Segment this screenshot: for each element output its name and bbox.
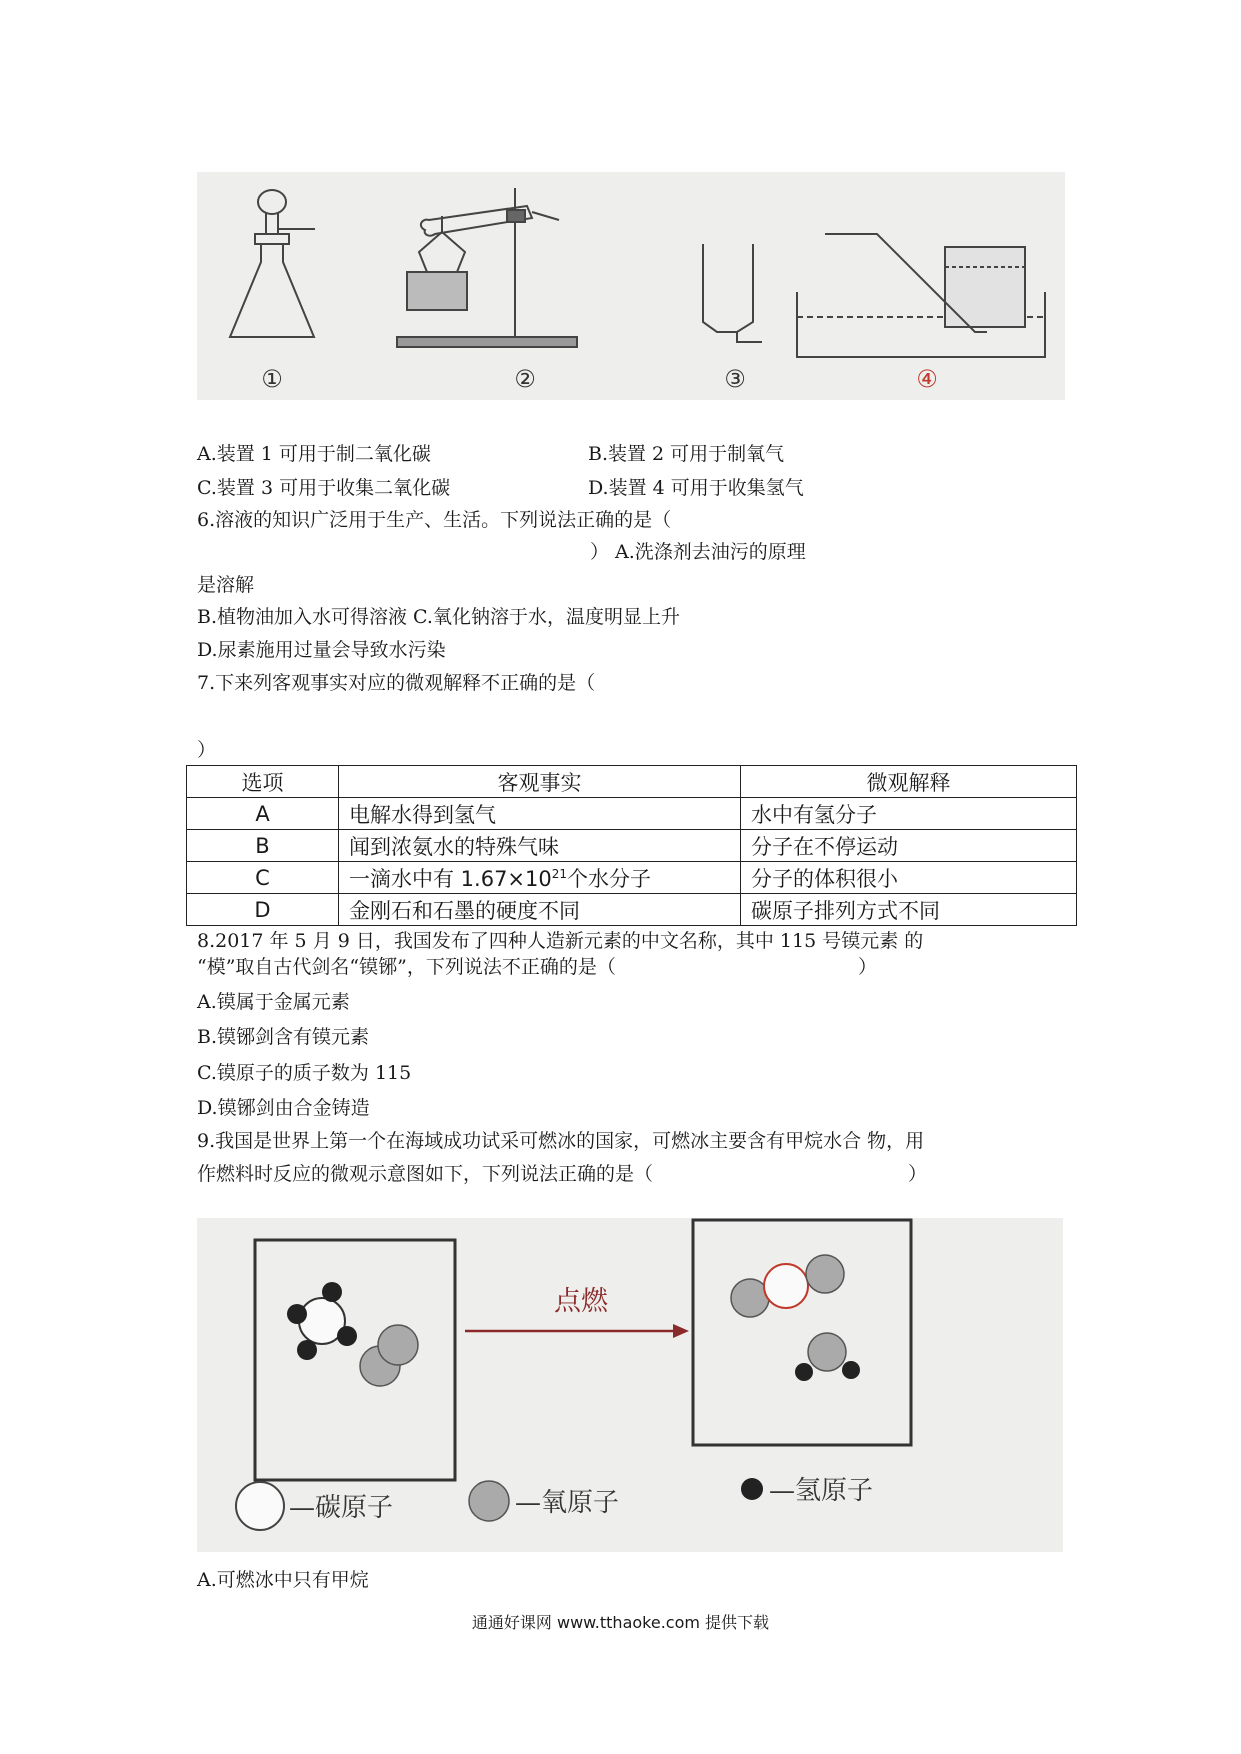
q5-option-a: A.装置 1 可用于制二氧化碳: [197, 443, 431, 465]
product-box: [693, 1220, 911, 1445]
fact-prefix: 一滴水中有 1.67×10: [349, 866, 552, 891]
table-cell-option: C: [187, 862, 339, 894]
table-header: 选项: [187, 766, 339, 798]
legend-carbon-atom-icon: [236, 1482, 284, 1530]
q6-option-d: D.尿素施用过量会导致水污染: [197, 639, 446, 661]
table-row: [187, 862, 1077, 894]
table-row: [187, 830, 1077, 862]
q5-option-b: B.装置 2 可用于制氧气: [588, 443, 785, 465]
apparatus-label-3: ③: [724, 365, 746, 393]
q9-option-a: A.可燃冰中只有甲烷: [197, 1569, 369, 1591]
apparatus-2-heating-icon: [397, 188, 577, 347]
q6-option-bc: B.植物油加入水可得溶液 C.氧化钠溶于水，温度明显上升: [197, 606, 680, 628]
q9-stem-close: ）: [908, 1163, 928, 1185]
table-header-row: [187, 766, 1077, 798]
q6-stem-cont: ） A.洗涤剂去油污的原理: [590, 541, 806, 563]
legend-hydrogen-label: —氢原子: [769, 1476, 874, 1506]
legend-oxygen-atom-icon: [469, 1481, 509, 1521]
q9-stem-line2: 作燃料时反应的微观示意图如下，下列说法正确的是（: [197, 1163, 654, 1185]
q6-stem: 6.溶液的知识广泛用于生产、生活。下列说法正确的是（: [197, 509, 672, 531]
legend-oxygen-label: —氧原子: [515, 1488, 620, 1518]
q7-close-paren: ）: [197, 739, 217, 761]
table-cell-fact: 电解水得到氢气: [339, 798, 741, 830]
apparatus-4-water-trough-icon: [797, 234, 1045, 357]
table-cell-fact: 闻到浓氨水的特殊气味: [339, 830, 741, 862]
fact-exponent: 21: [551, 866, 568, 881]
q5-option-c: C.装置 3 可用于收集二氧化碳: [197, 477, 451, 499]
q8-option-b: B.镆铘剑含有镆元素: [197, 1026, 370, 1048]
table-cell-option: B: [187, 830, 339, 862]
table-cell-explain: 碳原子排列方式不同: [741, 894, 1077, 926]
apparatus-label-2: ②: [514, 365, 536, 393]
q8-option-d: D.镆铘剑由合金铸造: [197, 1097, 370, 1119]
apparatus-label-4: ④: [916, 365, 938, 393]
q8-stem-line1: 8.2017 年 5 月 9 日，我国发布了四种人造新元素的中文名称，其中 115 号镆元素 的: [197, 930, 924, 952]
q8-stem-line2: “模”取自古代剑名“镆铘”，下列说法不正确的是（: [197, 956, 616, 978]
table-row: [187, 798, 1077, 830]
q7-stem: 7.下来列客观事实对应的微观解释不正确的是（: [197, 672, 596, 694]
q7-table: [186, 765, 1077, 926]
reaction-diagram: [197, 1218, 1063, 1552]
table-row: [187, 894, 1077, 926]
methane-molecule-icon: [287, 1282, 357, 1360]
reactant-box: [255, 1240, 455, 1480]
legend-carbon-label: —碳原子: [289, 1493, 394, 1523]
q8-option-c: C.镆原子的质子数为 115: [197, 1062, 412, 1084]
q8-stem-close: ）: [858, 956, 878, 978]
carbon-dioxide-molecule-icon: [731, 1255, 844, 1317]
water-molecule-icon: [795, 1333, 860, 1381]
table-cell-explain: 分子在不停运动: [741, 830, 1077, 862]
table-cell-option: D: [187, 894, 339, 926]
q6-stem-end: 是溶解: [197, 574, 255, 596]
table-cell-fact: [339, 862, 741, 894]
table-cell-option: A: [187, 798, 339, 830]
apparatus-3-bottle-icon: [703, 244, 762, 342]
q5-option-d: D.装置 4 可用于收集氢气: [588, 477, 804, 499]
apparatus-1-flask-icon: [230, 190, 315, 337]
table-header: 客观事实: [339, 766, 741, 798]
legend-hydrogen-atom-icon: [741, 1478, 763, 1500]
apparatus-label-1: ①: [261, 365, 283, 393]
apparatus-figure: [197, 172, 1065, 400]
q8-option-a: A.镆属于金属元素: [197, 991, 350, 1013]
arrow-label: 点燃: [554, 1286, 608, 1317]
table-header: 微观解释: [741, 766, 1077, 798]
page-footer: 通通好课网 www.tthaoke.com 提供下载: [471, 1613, 770, 1632]
fact-suffix: 个水分子: [567, 866, 652, 891]
table-cell-fact: 金刚石和石墨的硬度不同: [339, 894, 741, 926]
table-cell-explain: 分子的体积很小: [741, 862, 1077, 894]
oxygen-molecule-icon: [360, 1325, 418, 1386]
q9-stem-line1: 9.我国是世界上第一个在海域成功试采可燃冰的国家，可燃冰主要含有甲烷水合 物，用: [197, 1130, 925, 1152]
table-cell-explain: 水中有氢分子: [741, 798, 1077, 830]
